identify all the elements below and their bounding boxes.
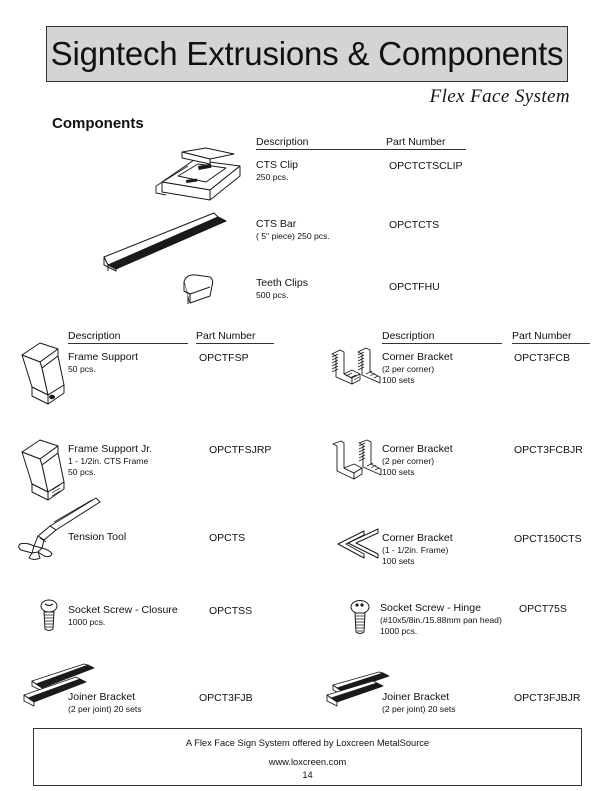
item-part-number: OPCT150CTS: [514, 533, 582, 545]
item-name: Corner Bracket: [382, 532, 453, 544]
item-qty: 50 pcs.: [68, 363, 96, 374]
cts-clip-illustration: [148, 146, 248, 202]
item-qty: 500 pcs.: [256, 289, 289, 300]
item-part-number: OPCTCTS: [389, 219, 440, 231]
tension-tool-illustration: [16, 498, 100, 560]
footer-box: [33, 728, 582, 786]
item-qty: 100 sets: [382, 375, 415, 385]
socket-screw-hinge-illustration: [348, 599, 372, 637]
item-description: [256, 160, 381, 183]
item-name: Corner Bracket: [382, 351, 453, 363]
section-heading-components: Components: [52, 115, 144, 132]
item-spec: (#10x5/8in./15.88mm pan head): [380, 614, 502, 625]
item-description: [68, 605, 208, 628]
item-part-number: OPCT3FCBJR: [514, 444, 583, 456]
item-part-number: OPCTCTSCLIP: [389, 160, 463, 172]
item-spec: (2 per corner): [382, 363, 435, 374]
item-part-number: OPCT75S: [519, 603, 567, 615]
page-title: Signtech Extrusions & Components: [50, 35, 564, 72]
item-name: Corner Bracket: [382, 443, 453, 455]
footer-tagline: A Flex Face Sign System offered by Loxcreen MetalSource: [185, 738, 430, 748]
item-description: [256, 219, 381, 242]
item-name: Tension Tool: [68, 531, 127, 543]
item-part-number: OPCT3FCB: [514, 352, 571, 364]
item-description: [382, 692, 514, 715]
column-header-description: Description: [256, 136, 386, 150]
item-name: Joiner Bracket: [382, 691, 450, 703]
item-qty: ( 5" piece) 250 pcs.: [256, 230, 330, 241]
page-number: 14: [302, 770, 313, 780]
column-header-description-right: Description: [382, 330, 502, 344]
item-spec: (2 per joint) 20 sets: [68, 703, 142, 714]
item-name: Frame Support Jr.: [68, 443, 153, 455]
item-spec: (1 - 1/2in. Frame): [382, 544, 449, 555]
subtitle: Flex Face System: [429, 86, 570, 107]
item-name: CTS Bar: [256, 218, 297, 230]
item-part-number: OPCTFSJRP: [209, 444, 272, 456]
item-spec: 1 - 1/2in. CTS Frame: [68, 455, 149, 466]
item-description: [382, 533, 514, 568]
item-description: [382, 352, 510, 387]
teeth-clips-illustration: [178, 272, 218, 308]
column-header-description-left: Description: [68, 330, 188, 344]
corner-bracket-v-illustration: [334, 528, 382, 564]
column-header-part-number-right: Part Number: [512, 330, 590, 344]
footer-website[interactable]: www.loxcreen.com: [268, 757, 347, 767]
socket-screw-illustration: [38, 599, 60, 633]
cts-bar-illustration: [100, 213, 230, 275]
item-name: Joiner Bracket: [68, 691, 136, 703]
item-description: [68, 444, 200, 479]
item-spec: (2 per joint) 20 sets: [382, 703, 456, 714]
column-header-part-number-left: Part Number: [196, 330, 274, 344]
corner-bracket-ribbed-illustration: [328, 348, 386, 394]
item-name: Socket Screw - Closure: [68, 604, 178, 616]
column-header-part-number: Part Number: [386, 136, 466, 150]
item-part-number: OPCTS: [209, 532, 246, 544]
item-name: Teeth Clips: [256, 277, 308, 289]
item-description: [68, 532, 196, 544]
item-spec: (2 per corner): [382, 455, 435, 466]
item-name: CTS Clip: [256, 159, 299, 171]
item-description: [68, 692, 200, 715]
item-name: Socket Screw - Hinge: [380, 602, 481, 614]
corner-bracket-jr-illustration: [328, 440, 386, 486]
item-qty: 100 sets: [382, 556, 415, 566]
item-qty: 50 pcs.: [68, 467, 96, 477]
title-banner: [46, 26, 568, 82]
item-description: [380, 603, 530, 638]
item-qty: 100 sets: [382, 467, 415, 477]
item-description: [382, 444, 510, 479]
item-part-number: OPCTFHU: [389, 281, 440, 293]
item-qty: 250 pcs.: [256, 171, 289, 182]
item-qty: 1000 pcs.: [380, 626, 418, 636]
item-description: [68, 352, 196, 375]
item-qty: 1000 pcs.: [68, 616, 106, 627]
item-part-number: OPCTSS: [209, 605, 253, 617]
item-description: [256, 278, 381, 301]
item-part-number: OPCT3FJBJR: [514, 692, 581, 704]
item-part-number: OPCT3FJB: [199, 692, 253, 704]
item-name: Frame Support: [68, 351, 139, 363]
item-part-number: OPCTFSP: [199, 352, 249, 364]
